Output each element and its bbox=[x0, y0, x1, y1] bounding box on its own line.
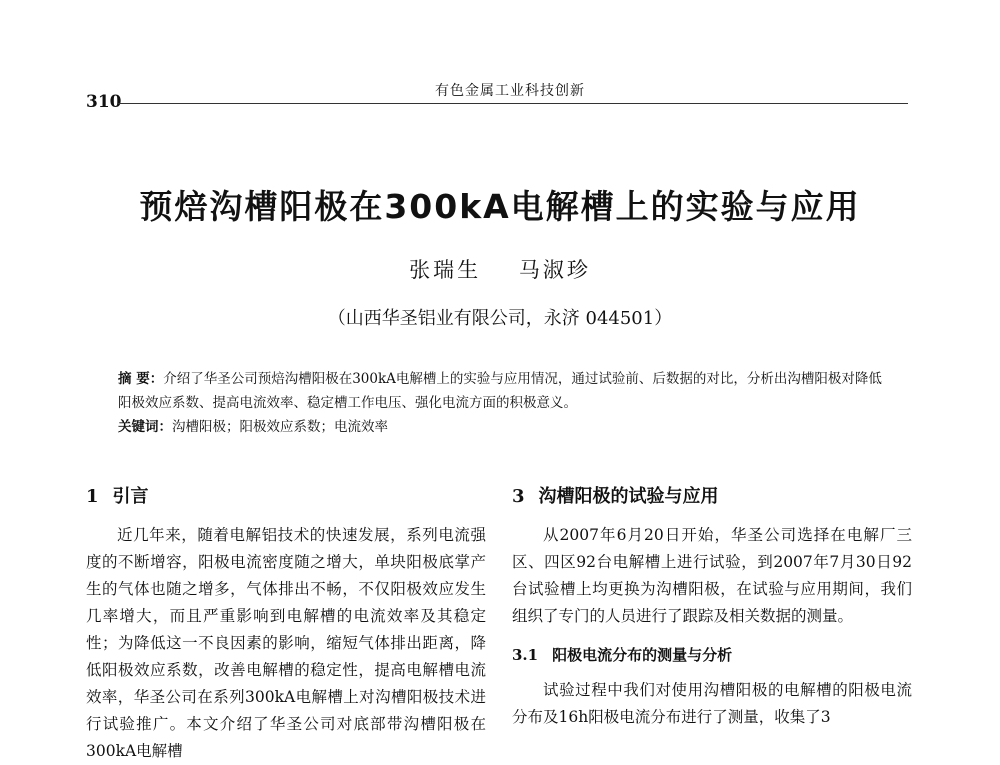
section-title: 引言 bbox=[112, 486, 149, 507]
subsection-paragraph: 试验过程中我们对使用沟槽阳极的电解槽的阳极电流分布及16h阳极电流分布进行了测量，收集了3 bbox=[512, 681, 912, 726]
keywords-label: 关键词： bbox=[118, 419, 172, 435]
section-number: 1 bbox=[86, 486, 99, 507]
abstract-label: 摘 要： bbox=[118, 371, 164, 387]
author-name: 马淑珍 bbox=[518, 258, 591, 282]
right-column bbox=[512, 482, 912, 731]
keywords bbox=[118, 415, 893, 439]
abstract bbox=[118, 367, 893, 415]
journal-name: 有色金属工业科技创新 bbox=[435, 83, 585, 99]
abstract-text: 介绍了华圣公司预焙沟槽阳极在300kA电解槽上的实验与应用情况，通过试验前、后数据的对比，分析出沟槽阳极对降低阳极效应系数、提高电流效率、稳定槽工作电压、强化电流方面的积极意义。 bbox=[118, 371, 882, 411]
subsection-title: 阳极电流分布的测量与分析 bbox=[552, 646, 733, 664]
page-number: 310 bbox=[86, 92, 122, 112]
subsection-number: 3.1 bbox=[512, 646, 539, 664]
author-name: 张瑞生 bbox=[409, 258, 482, 282]
section-number: 3 bbox=[512, 486, 525, 507]
affiliation: （山西华圣铝业有限公司，永济 044501） bbox=[327, 308, 673, 329]
section-paragraph: 从2007年6月20日开始，华圣公司选择在电解厂三区、四区92台电解槽上进行试验，到2007年7月30日92台试验槽上均更换为沟槽阳极，在试验与应用期间，我们组织了专门的人员进行了跟踪及相关数据的测量。 bbox=[512, 526, 912, 625]
section-heading bbox=[86, 482, 486, 508]
section-heading bbox=[512, 482, 912, 508]
author-list bbox=[300, 254, 700, 284]
left-column bbox=[86, 482, 486, 765]
section-title: 沟槽阳极的试验与应用 bbox=[538, 486, 719, 507]
header-rule bbox=[118, 103, 908, 104]
keywords-text: 沟槽阳极；阳极效应系数；电流效率 bbox=[172, 419, 388, 435]
subsection-heading bbox=[512, 644, 912, 665]
section-paragraph: 近几年来，随着电解铝技术的快速发展，系列电流强度的不断增容，阳极电流密度随之增大，单块阳极底掌产生的气体也随之增多，气体排出不畅，不仅阳极效应发生几率增大，而且严重影响到电解槽的电流效率及其稳定性；为降低这一不良因素的影响，缩短气体排出距离，降低阳极效应系数，改善电解槽的稳定性，提高电解槽电流效率，华圣公司在系列300kA电解槽上对沟槽阳极技术进行试验推广。本文介绍了华圣公司对底部带沟槽阳极在300kA电解槽 bbox=[86, 526, 486, 760]
paper-title: 预焙沟槽阳极在300kA电解槽上的实验与应用 bbox=[139, 187, 861, 226]
